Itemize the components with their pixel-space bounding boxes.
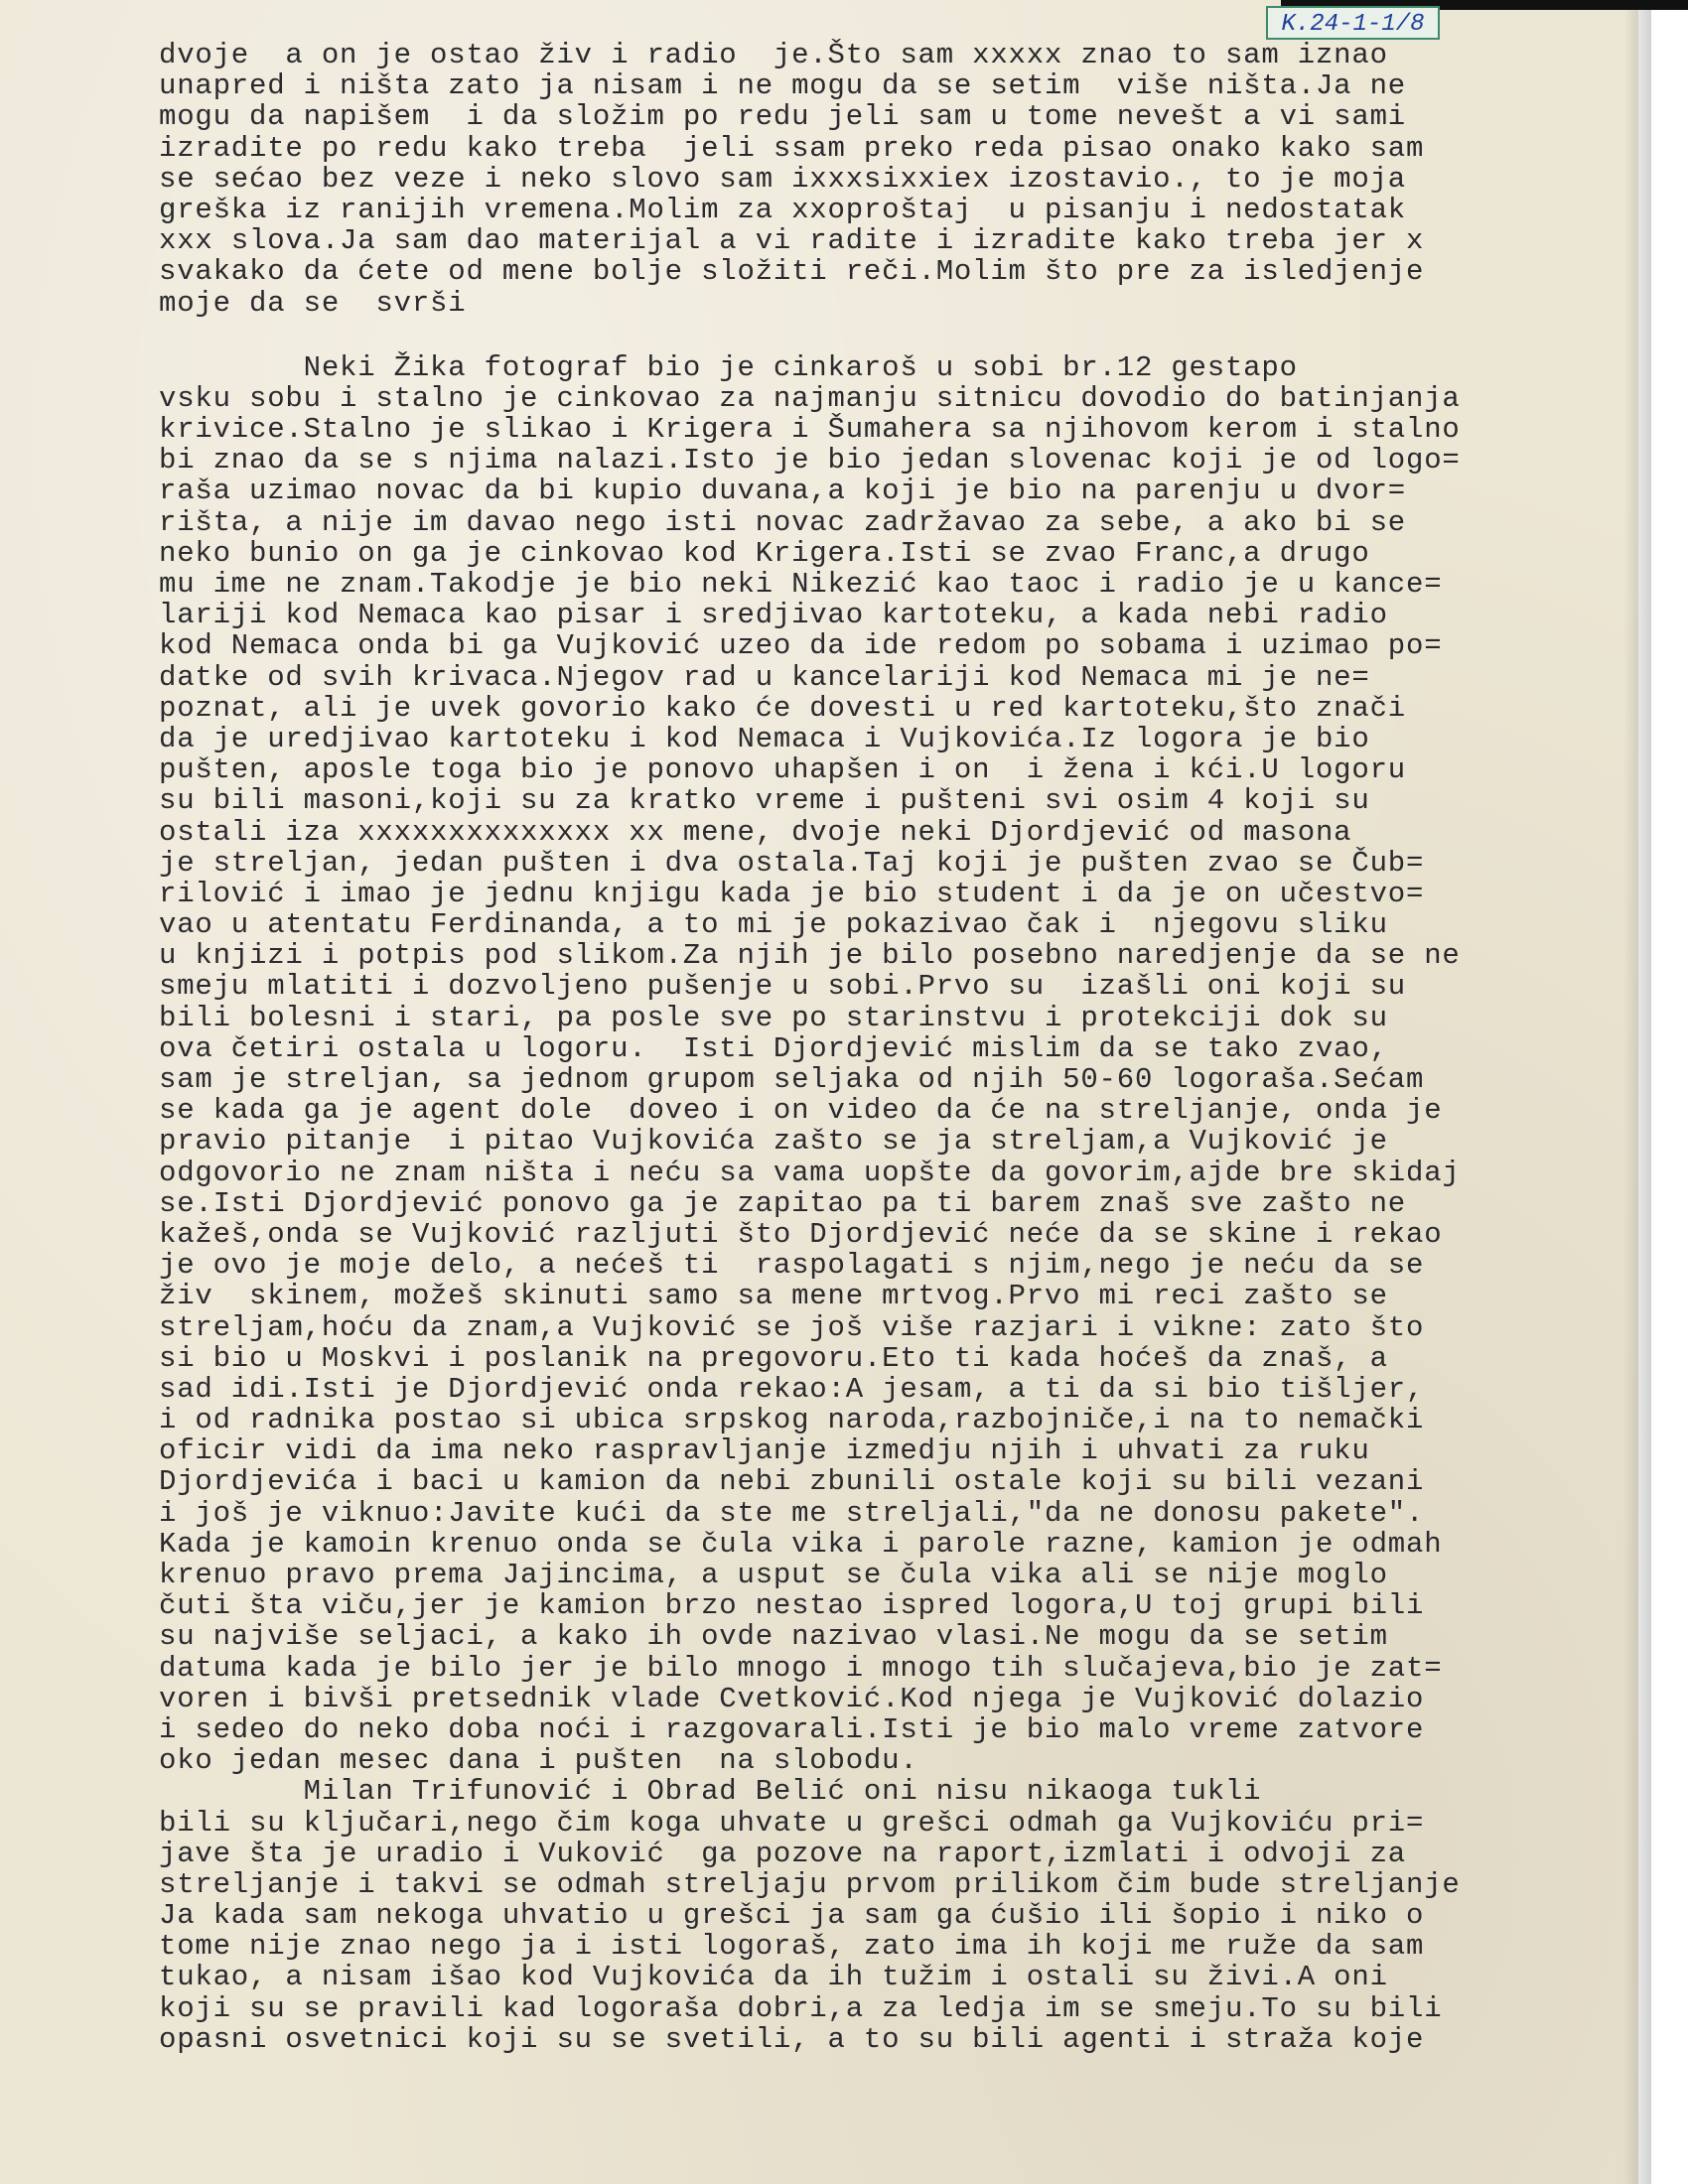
text-line: bili bolesni i stari, pa posle sve po starinstvu i protekciji dok su [159, 1001, 1388, 1034]
text-line: tukao, a nisam išao kod Vujkovića da ih tužim i ostali su živi.A oni [159, 1961, 1388, 1994]
text-line: svakako da ćete od mene bolje složiti reči.Molim što pre za isledjenje [159, 255, 1425, 289]
text-line: neko bunio on ga je cinkovao kod Krigera.Isti se zvao Franc,a drugo [159, 536, 1370, 570]
text-line: smeju mlatiti i dozvoljeno pušenje u sobi.Prvo su izašli oni koji su [159, 970, 1406, 1004]
text-line: si bio u Moskvi i poslanik na pregovoru.Eto ti kada hoćeš da znaš, a [159, 1341, 1388, 1375]
text-line: koji su se pravili kad logoraša dobri,a za ledja im se smeju.To su bili [159, 1991, 1443, 2025]
text-line: su bili masoni,koji su za kratko vreme i pušteni svi osim 4 koji su [159, 784, 1370, 818]
text-line: oko jedan mesec dana i pušten na slobodu. [159, 1744, 918, 1778]
text-line: se sećao bez veze i neko slovo sam ixxxsixxiex izostavio., to je moja [159, 162, 1406, 196]
text-line: poznat, ali je uvek govorio kako će dovesti u red kartoteku,što znači [159, 691, 1406, 725]
text-line: krenuo pravo prema Jajincima, a usput se čula vika ali se nije moglo [159, 1559, 1388, 1591]
text-line: kažeš,onda se Vujković razljuti što Djordjević neće da se skine i rekao [159, 1217, 1443, 1251]
text-line: je ovo je moje delo, a nećeš ti raspolagati s njim,nego je neću da se [159, 1249, 1425, 1283]
text-line: pušten, aposle toga bio je ponovo uhapšen i on i žena i kći.U logoru [159, 753, 1406, 787]
paragraph-gap [159, 319, 1628, 352]
text-line: mogu da napišem i da složim po redu jeli sam u tome nevešt a vi sami [159, 100, 1406, 134]
text-line: Neki Žika fotograf bio je cinkaroš u sobi br.12 gestapo [159, 350, 1298, 384]
text-line: kod Nemaca onda bi ga Vujković uzeo da ide redom po sobama i uzimao po= [159, 629, 1443, 663]
text-line: Kada je kamoin krenuo onda se čula vika i parole razne, kamion je odmah [159, 1527, 1443, 1561]
text-line: greška iz ranijih vremena.Molim za xxoproštaj u pisanju i nedostatak [159, 193, 1406, 226]
text-line: unapred i ništa zato ja nisam i ne mogu da se setim više ništa.Ja ne [159, 69, 1406, 103]
text-line: krivice.Stalno je slikao i Krigera i Šumahera sa njihovom kerom i stalno [159, 413, 1461, 447]
text-line: tome nije znao nego ja i isti logoraš, zato ima ih koji me ruže da sam [159, 1930, 1425, 1964]
text-line: vsku sobu i stalno je cinkovao za najmanju sitnicu dovodio do batinjanja [159, 381, 1461, 415]
text-line: bi znao da se s njima nalazi.Isto je bio jedan slovenac koji je od logo= [159, 444, 1461, 478]
text-line: i od radnika postao si ubica srpskog naroda,razbojniče,i na to nemački [159, 1404, 1425, 1437]
text-line: rilović i imao je jednu knjigu kada je bio student i da je on učestvo= [159, 877, 1425, 910]
text-line: sam je streljan, sa jednom grupom seljaka od njih 50-60 logoraša.Sećam [159, 1063, 1425, 1096]
text-line: vao u atentatu Ferdinanda, a to mi je pokazivao čak i njegovu sliku [159, 908, 1388, 942]
archive-stamp: K.24-1-1/8 [1266, 6, 1440, 40]
text-line: i još je viknuo:Javite kući da ste me streljali,"da ne donosu pakete". [159, 1496, 1425, 1530]
text-line: se kada ga je agent dole doveo i on video da će na streljanje, onda je [159, 1094, 1443, 1128]
text-line: datuma kada je bilo jer je bilo mnogo i mnogo tih slučajeva,bio je zat= [159, 1651, 1443, 1685]
text-line: mu ime ne znam.Takodje je bio neki Nikezić kao taoc i radio je u kance= [159, 568, 1443, 601]
text-line: jave šta je uradio i Vuković ga pozove na raport,izmlati i odvoji za [159, 1837, 1406, 1870]
text-line: da je uredjivao kartoteku i kod Nemaca i Vujkovića.Iz logora je bio [159, 722, 1370, 755]
text-line: opasni osvetnici koji su se svetili, a to su bili agenti i straža koje [159, 2022, 1425, 2056]
text-line: raša uzimao novac da bi kupio duvana,a koji je bio na parenju u dvor= [159, 475, 1406, 508]
text-line: je streljan, jedan pušten i dva ostala.Taj koji je pušten zvao se Čub= [159, 846, 1425, 880]
text-line: sad idi.Isti je Djordjević onda rekao:A jesam, a ti da si bio tišljer, [159, 1372, 1425, 1406]
text-line: Djordjevića i baci u kamion da nebi zbunili ostale koji su bili vezani [159, 1465, 1425, 1499]
text-line: pravio pitanje i pitao Vujkovića zašto se ja streljam,a Vujković je [159, 1125, 1388, 1159]
text-line: Ja kada sam nekoga uhvatio u grešci ja sam ga ćušio ili šopio i niko o [159, 1899, 1425, 1933]
text-line: datke od svih krivaca.Njegov rad u kancelariji kod Nemaca mi je ne= [159, 660, 1370, 694]
text-line: živ skinem, možeš skinuti samo sa mene mrtvog.Prvo mi reci zašto se [159, 1280, 1388, 1313]
text-line: streljanje i takvi se odmah streljaju prvom prilikom čim bude streljanje [159, 1867, 1461, 1901]
text-line: u knjizi i potpis pod slikom.Za njih je bilo posebno naredjenje da se ne [159, 939, 1461, 973]
text-line: ova četiri ostala u logoru. Isti Djordjević mislim da se tako zvao, [159, 1031, 1388, 1065]
text-line: izradite po redu kako treba jeli ssam preko reda pisao onako kako sam [159, 131, 1425, 165]
text-line: rišta, a nije im davao nego isti novac zadržavao za sebe, a ako bi se [159, 505, 1406, 539]
text-line: lariji kod Nemaca kao pisar i sredjivao kartoteku, a kada nebi radio [159, 599, 1388, 632]
text-line: čuti šta viču,jer je kamion brzo nestao ispred logora,U toj grupi bili [159, 1589, 1425, 1623]
text-line: se.Isti Djordjević ponovo ga je zapitao pa ti barem znaš sve zašto ne [159, 1186, 1406, 1220]
text-line: dvoje a on je ostao živ i radio je.Što sam xxxxx znao to sam iznao [159, 39, 1388, 71]
text-line: moje da se svrši [159, 286, 467, 320]
text-line: su najviše seljaci, a kako ih ovde nazivao vlasi.Ne mogu da se setim [159, 1620, 1388, 1654]
text-line: Milan Trifunović i Obrad Belić oni nisu nikaoga tukli [159, 1775, 1262, 1809]
text-line: voren i bivši pretsednik vlade Cvetković.Kod njega je Vujković dolazio [159, 1682, 1425, 1715]
text-line: odgovorio ne znam ništa i neću sa vama uopšte da govorim,ajde bre skidaj [159, 1156, 1461, 1189]
text-line: i sedeo do neko doba noći i razgovarali.Isti je bio malo vreme zatvore [159, 1712, 1425, 1746]
text-line: bili su ključari,nego čim koga uhvate u grešci odmah ga Vujkoviću pri= [159, 1806, 1425, 1840]
document-body [159, 40, 1628, 2055]
text-line: streljam,hoću da znam,a Vujković se još više razjari i vikne: zato što [159, 1310, 1425, 1344]
text-line: ostali iza xxxxxxxxxxxxxx xx mene, dvoje neki Djordjević od masona [159, 815, 1352, 849]
text-line: xxx slova.Ja sam dao materijal a vi radite i izradite kako treba jer x [159, 224, 1425, 258]
text-line: oficir vidi da ima neko raspravljanje izmedju njih i uhvati za ruku [159, 1434, 1370, 1468]
